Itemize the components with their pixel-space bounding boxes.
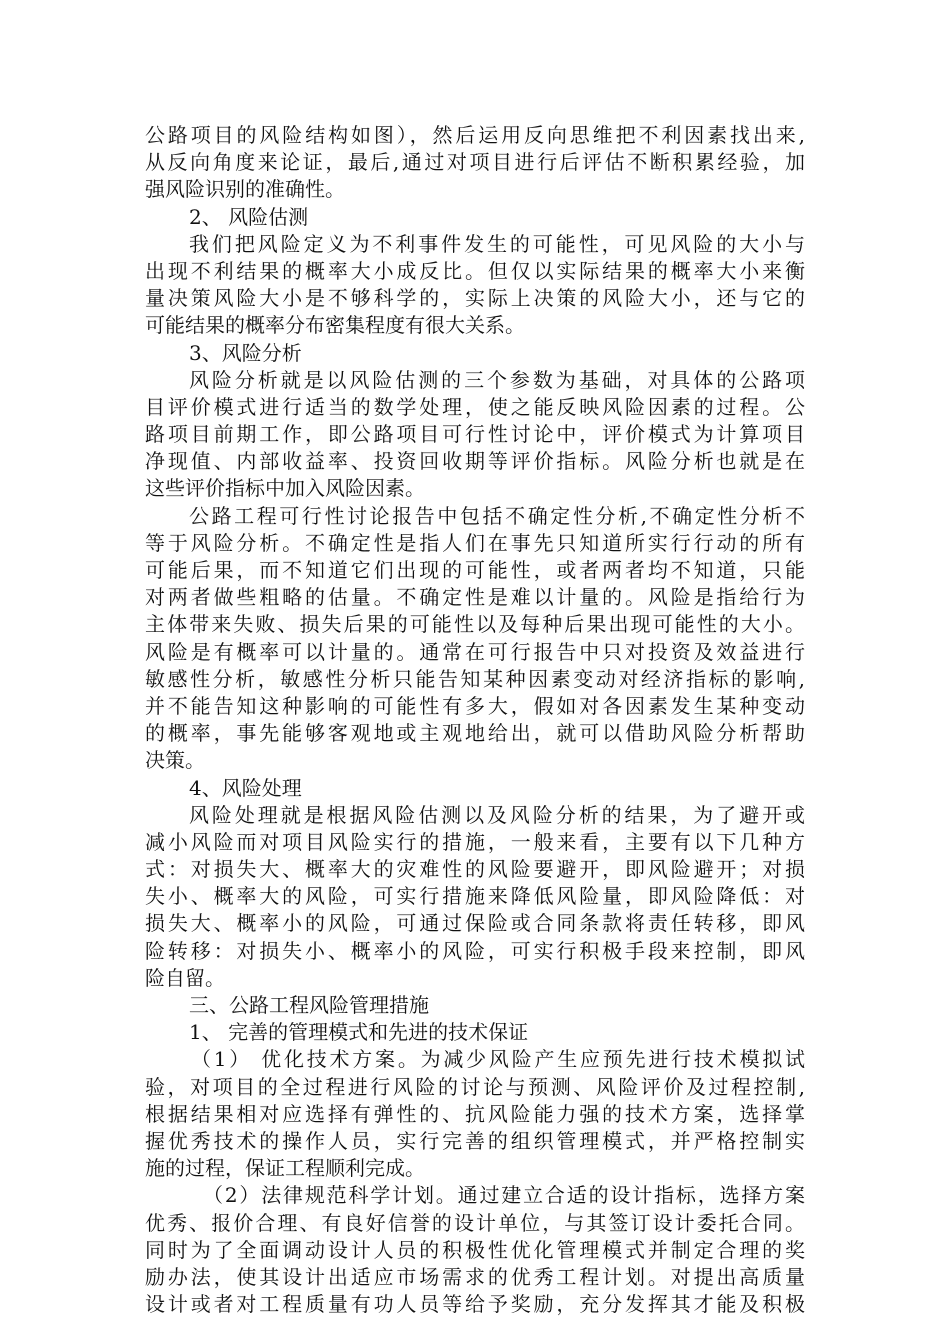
text-line: 公路项目的风险结构如图），然后运用反向思维把不利因素找出来, xyxy=(145,123,805,147)
text-line: 险自留。 xyxy=(145,965,225,990)
text-line: 损失大、概率小的风险，可通过保险或合同条款将责任转移，即风 xyxy=(145,911,805,936)
text-line: 量决策风险大小是不够科学的，实际上决策的风险大小，还与它的 xyxy=(145,286,805,311)
section-heading-risk-analysis: 3、风险分析 xyxy=(189,340,302,365)
text-line: 握优秀技术的操作人员，实行完善的组织管理模式，并严格控制实 xyxy=(145,1128,805,1153)
text-line: 减小风险而对项目风险实行的措施，一般来看，主要有以下几种方 xyxy=(145,829,805,854)
section-heading-risk-estimation: 2、 风险估测 xyxy=(189,204,309,229)
text-line: 净现值、内部收益率、投资回收期等评价指标。风险分析也就是在 xyxy=(145,449,805,474)
document-body xyxy=(145,122,805,1318)
section-heading-risk-handling: 4、风险处理 xyxy=(189,775,302,800)
text-line: 式：对损失大、概率大的灾难性的风险要避开，即风险避开；对损 xyxy=(145,857,805,882)
text-line: 风险是有概率可以计量的。通常在可行报告中只对投资及效益进行 xyxy=(145,639,805,664)
text-line: 出现不利结果的概率大小成反比。但仅以实际结果的概率大小来衡 xyxy=(145,258,805,283)
text-line: 设计或者对工程质量有功人员等给予奖励，充分发挥其才能及积极 xyxy=(145,1292,805,1317)
text-line: 险转移：对损失小、概率小的风险，可实行积极手段来控制，即风 xyxy=(145,938,805,963)
text-line: 目评价模式进行适当的数学处理，使之能反映风险因素的过程。公 xyxy=(145,394,805,419)
text-line: 的概率，事先能够客观地或主观地给出，就可以借助风险分析帮助 xyxy=(145,721,805,746)
text-line: 可能后果，而不知道它们出现的可能性，或者两者均不知道，只能 xyxy=(145,558,805,582)
text-line: 决策。 xyxy=(145,748,205,773)
text-line: 失小、概率大的风险，可实行措施来降低风险量，即风险降低：对 xyxy=(145,884,805,909)
text-line: 路项目前期工作，即公路项目可行性讨论中，评价模式为计算项目 xyxy=(145,422,805,447)
text-line: 对两者做些粗略的估量。不确定性是难以计量的。风险是指给行为 xyxy=(145,585,805,610)
text-line: 可能结果的概率分布密集程度有很大关系。 xyxy=(145,313,525,338)
subsection-heading-management-and-technology: 1、 完善的管理模式和先进的技术保证 xyxy=(189,1020,529,1045)
text-line: 优秀、报价合理、有良好信誉的设计单位，与其签订设计委托合同。 xyxy=(145,1210,805,1235)
text-line: 验，对项目的全过程进行风险的讨论与预测、风险评价及过程控制, xyxy=(145,1074,805,1099)
text-line: 等于风险分析。不确定性是指人们在事先只知道所实行行动的所有 xyxy=(145,530,805,555)
text-line: 公路工程可行性讨论报告中包括不确定性分析,不确定性分析不 xyxy=(189,503,805,528)
text-line: （1） 优化技术方案。为减少风险产生应预先进行技术模拟试 xyxy=(191,1047,805,1072)
text-line: 敏感性分析，敏感性分析只能告知某种因素变动对经济指标的影响, xyxy=(145,666,805,691)
text-line: 施的过程，保证工程顺利完成。 xyxy=(145,1156,425,1181)
section-heading-risk-management-measures: 三、公路工程风险管理措施 xyxy=(189,993,429,1017)
text-line: （2）法律规范科学计划。通过建立合适的设计指标，选择方案 xyxy=(203,1183,805,1208)
text-line: 风险处理就是根据风险估测以及风险分析的结果，为了避开或 xyxy=(189,802,805,827)
text-line: 并不能告知这种影响的可能性有多大，假如对各因素发生某种变动 xyxy=(145,693,805,718)
text-line: 励办法，使其设计出适应市场需求的优秀工程计划。对提出高质量 xyxy=(145,1264,805,1289)
text-line: 主体带来失败、损失后果的可能性以及每种后果出现可能性的大小。 xyxy=(145,612,805,637)
text-line: 风险分析就是以风险估测的三个参数为基础，对具体的公路项 xyxy=(189,367,805,392)
text-line: 从反向角度来论证，最后,通过对项目进行后评估不断积累经验，加 xyxy=(145,150,805,175)
text-line: 根据结果相对应选择有弹性的、抗风险能力强的技术方案，选择掌 xyxy=(145,1101,805,1126)
text-line: 我们把风险定义为不利事件发生的可能性，可见风险的大小与 xyxy=(189,231,805,256)
text-line: 同时为了全面调动设计人员的积极性优化管理模式并制定合理的奖 xyxy=(145,1237,805,1262)
text-line: 强风险识别的准确性。 xyxy=(145,177,345,202)
text-line: 这些评价指标中加入风险因素。 xyxy=(145,476,425,501)
